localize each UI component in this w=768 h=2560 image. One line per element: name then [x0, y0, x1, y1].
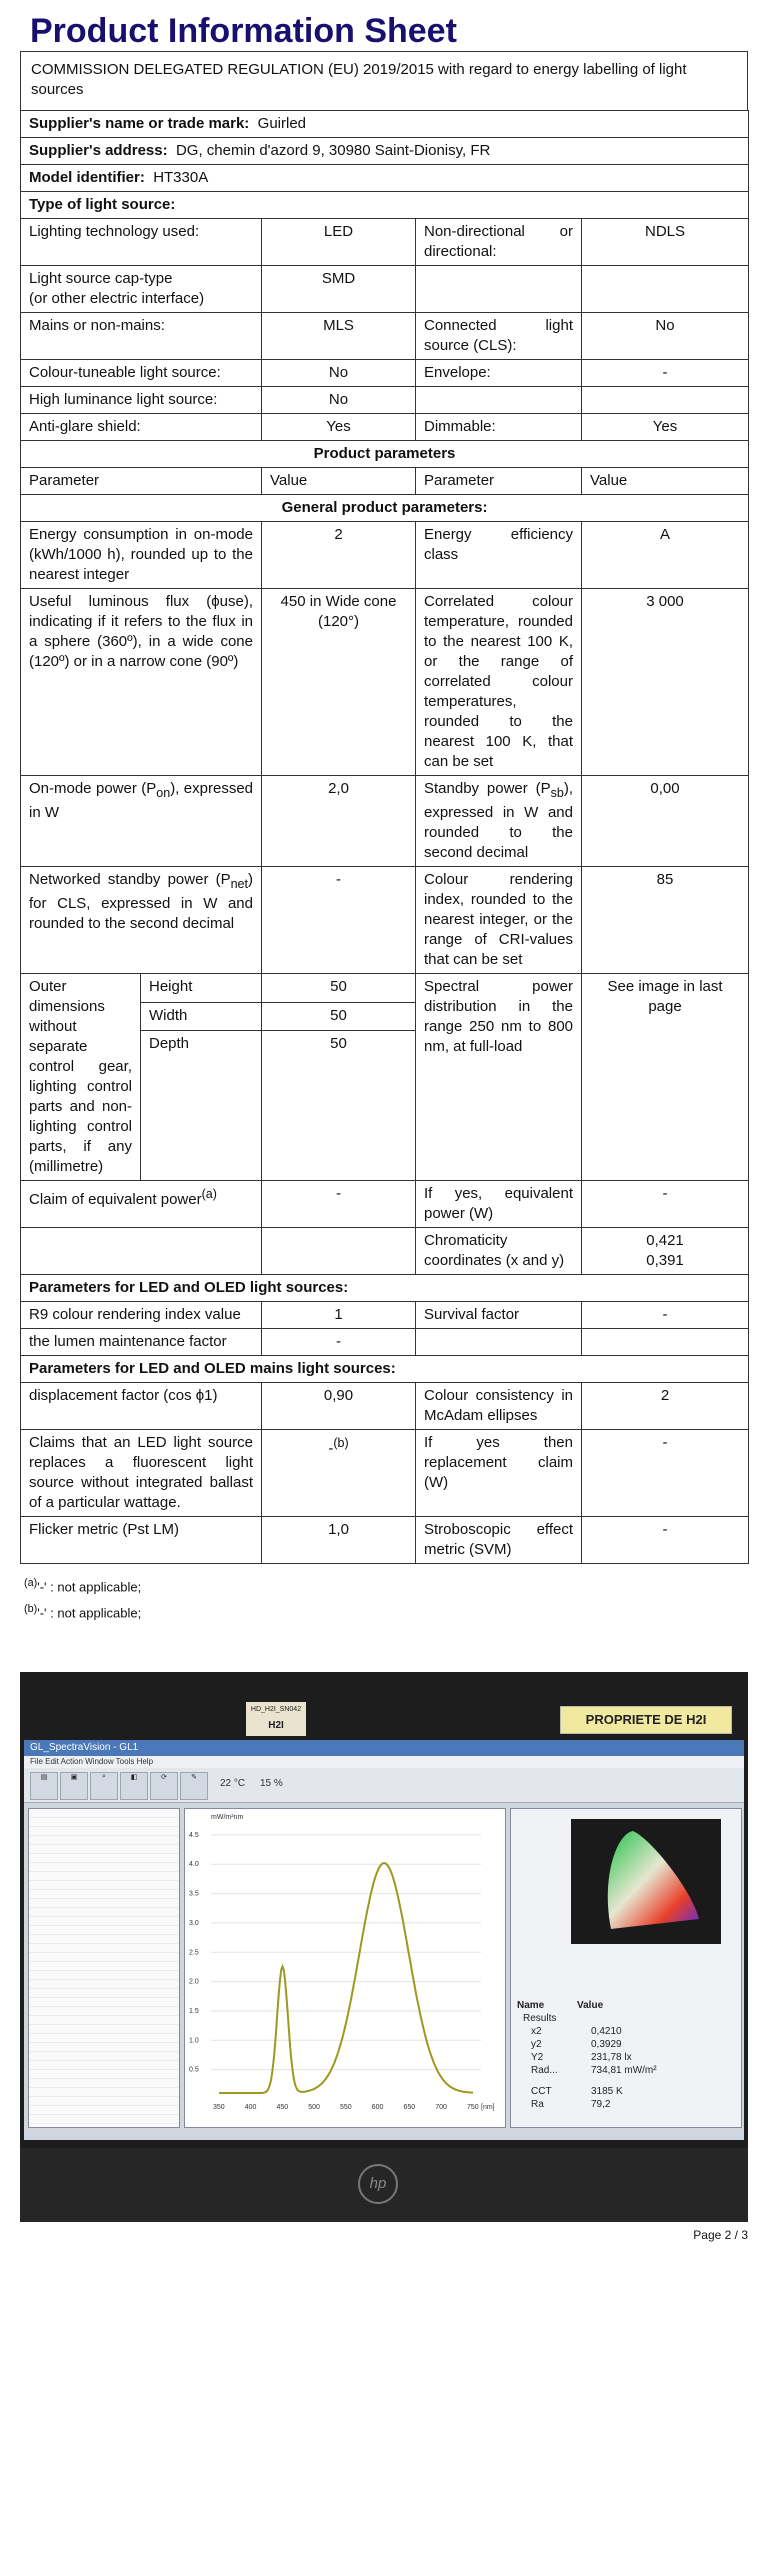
- x-tick-label: 650: [403, 2104, 416, 2111]
- energy-consumption-value: 2: [262, 522, 416, 589]
- general-parameters-row: [21, 495, 749, 522]
- column-header: Value: [262, 468, 416, 495]
- table-row: [21, 776, 749, 867]
- displacement-factor-value: 0,90: [262, 1383, 416, 1430]
- spectrum-curve: [219, 1863, 473, 2093]
- claim-footnote-ref: (a): [201, 1187, 217, 1201]
- continuous-icon: ⟳: [150, 1772, 178, 1800]
- type-label: Lighting technology used:: [21, 219, 262, 266]
- supplier-address-value: DG, chemin d'azord 9, 30980 Saint-Dionisy, FR: [175, 142, 491, 159]
- result-value: 231,78 lx: [591, 2052, 632, 2063]
- result-row: [517, 2098, 735, 2111]
- y-tick-label: 0.5: [189, 2066, 199, 2074]
- standby-power-sub: sb: [550, 786, 564, 800]
- stroboscopic-value: -: [582, 1517, 749, 1564]
- x-ticks: [213, 2104, 479, 2111]
- flicker-metric-label: Flicker metric (Pst LM): [21, 1517, 262, 1564]
- footnote-a: [24, 1572, 748, 1598]
- config-icon: ✎: [180, 1772, 208, 1800]
- table-row: [21, 387, 749, 414]
- type-label: [21, 266, 262, 313]
- result-value: 0,4210: [591, 2026, 622, 2037]
- equivalent-power-label: If yes, equivalent power (W): [416, 1181, 582, 1228]
- x-unit-label: [nm]: [481, 2104, 495, 2111]
- table-row: [21, 974, 749, 1003]
- height-value: 50: [262, 974, 416, 1003]
- cap-type-label: Light source cap-type: [29, 270, 173, 287]
- type-label: Mains or non-mains:: [21, 313, 262, 360]
- networked-standby-text: Networked standby power (P: [29, 871, 231, 888]
- table-row: [21, 360, 749, 387]
- y-tick-label: 4.5: [189, 1831, 199, 1839]
- measure-icon: ◧: [120, 1772, 148, 1800]
- networked-standby-label: [21, 867, 262, 974]
- product-parameters-heading: Product parameters: [21, 441, 749, 468]
- type-label-2: Non-directional or directional:: [416, 219, 582, 266]
- survival-factor-value: -: [582, 1302, 749, 1329]
- humidity-readout: 15 %: [260, 1778, 283, 1789]
- result-row: [517, 2085, 735, 2098]
- table-row: [21, 1302, 749, 1329]
- result-value: 0,3929: [591, 2039, 622, 2050]
- result-key: Ra: [531, 2099, 544, 2110]
- claim-equivalent-text: Claim of equivalent power: [29, 1191, 202, 1208]
- result-row: [517, 2038, 735, 2051]
- empty-cell: [582, 1329, 749, 1356]
- laptop-body: [20, 2148, 748, 2222]
- type-label-2: [416, 266, 582, 313]
- replacement-claims-text: -: [328, 1440, 334, 1457]
- lumen-maintenance-label: the lumen maintenance factor: [21, 1329, 262, 1356]
- type-value: MLS: [262, 313, 416, 360]
- y-tick-label: 4.0: [189, 1861, 199, 1869]
- type-section-row: [21, 192, 749, 219]
- table-row: [21, 266, 749, 313]
- type-value: No: [262, 360, 416, 387]
- depth-label: Depth: [141, 1031, 262, 1181]
- empty-cell: [21, 1228, 262, 1275]
- asset-tag: [246, 1702, 306, 1736]
- y-ticks: [189, 1832, 199, 2074]
- result-key: y2: [531, 2039, 542, 2050]
- x-tick-label: 400: [244, 2104, 257, 2111]
- y-tick-label: 3.0: [189, 1919, 199, 1927]
- type-value: Yes: [262, 414, 416, 441]
- equivalent-power-value: -: [582, 1181, 749, 1228]
- supplier-address-row: [21, 138, 749, 165]
- plot-grid: [211, 1835, 481, 2070]
- on-mode-power-sub: on: [156, 786, 171, 800]
- page-number: Page 2 / 3: [693, 2228, 748, 2242]
- depth-value: 50: [262, 1031, 416, 1181]
- on-mode-power-text-2: ), expressed in W: [29, 780, 254, 821]
- displacement-factor-label: displacement factor (cos ϕ1): [21, 1383, 262, 1430]
- on-mode-power-text: On-mode power (P: [29, 780, 157, 797]
- model-identifier-value: HT330A: [153, 169, 209, 186]
- energy-consumption-label: Energy consumption in on-mode (kWh/1000 h), rounded up to the nearest integer: [21, 522, 262, 589]
- type-value: SMD: [262, 266, 416, 313]
- y-tick-label: 2.0: [189, 1978, 199, 1986]
- energy-efficiency-label: Energy efficiency class: [416, 522, 582, 589]
- results-header: [517, 1999, 735, 2012]
- results-panel: [517, 1999, 735, 2111]
- supplier-address-label: Supplier's address:: [29, 142, 168, 159]
- energy-efficiency-value: A: [582, 522, 749, 589]
- general-parameters-heading: General product parameters:: [21, 495, 749, 522]
- page-title: Product Information Sheet: [30, 12, 457, 50]
- type-section-heading: Type of light source:: [21, 192, 749, 219]
- colour-consistency-label: Colour consistency in McAdam ellipses: [416, 1383, 582, 1430]
- footnotes: [20, 1564, 748, 1625]
- type-value-2: -: [582, 360, 749, 387]
- type-label-2: Envelope:: [416, 360, 582, 387]
- standby-power-label: [416, 776, 582, 867]
- cri-label: Colour rendering index, rounded to the nearest integer, or the range of CRI-values that can be set: [416, 867, 582, 974]
- model-identifier-label: Model identifier:: [29, 169, 145, 186]
- product-parameters-row: [21, 441, 749, 468]
- empty-cell: [416, 1329, 582, 1356]
- x-tick-label: 350: [213, 2104, 225, 2111]
- table-row: [21, 1430, 749, 1517]
- results-title: Results: [523, 2013, 557, 2024]
- networked-standby-text-2: ) for CLS, expressed in W and rounded to the second decimal: [29, 871, 253, 932]
- y-tick-label: 3.5: [189, 1890, 199, 1898]
- luminous-flux-label: Useful luminous flux (ϕuse), indicating if it refers to the flux in a sphere (360º), in a wide cone (120º) or in a narrow cone (90º): [21, 589, 262, 776]
- hp-logo: hp: [358, 2164, 398, 2204]
- zoom-icon: ⌕: [90, 1772, 118, 1800]
- model-identifier-row: [21, 165, 749, 192]
- result-row: [517, 2025, 735, 2038]
- asset-tag-text: HD_H2I_SN042: [250, 1706, 302, 1713]
- height-label: Height: [141, 974, 262, 1003]
- results-rows: [517, 2025, 735, 2111]
- cap-type-sublabel: (or other electric interface): [29, 290, 205, 307]
- type-value-2: Yes: [582, 414, 749, 441]
- on-mode-power-label: [21, 776, 262, 867]
- on-mode-power-value: 2,0: [262, 776, 416, 867]
- table-row: [21, 219, 749, 266]
- mains-parameters-row: [21, 1356, 749, 1383]
- standby-power-text: Standby power (P: [424, 780, 551, 797]
- spectrum-photo: [20, 1672, 748, 2222]
- x-tick-label: 450: [276, 2104, 289, 2111]
- result-key: CCT: [531, 2086, 552, 2097]
- result-key: Y2: [531, 2052, 544, 2063]
- type-label-2: [416, 387, 582, 414]
- chromaticity-value: [582, 1228, 749, 1275]
- networked-standby-sub: net: [230, 877, 248, 891]
- type-value: No: [262, 387, 416, 414]
- supplier-name-value: Guirled: [257, 115, 307, 132]
- type-label: Colour-tuneable light source:: [21, 360, 262, 387]
- stroboscopic-label: Stroboscopic effect metric (SVM): [416, 1517, 582, 1564]
- led-parameters-row: [21, 1275, 749, 1302]
- result-value: 3185 K: [591, 2086, 623, 2097]
- luminous-flux-value: 450 in Wide cone (120°): [262, 589, 416, 776]
- type-value-2: [582, 266, 749, 313]
- temperature-readout: 22 °C: [220, 1778, 246, 1789]
- cct-label: Correlated colour temperature, rounded to the nearest 100 K, or the range of correlated colour temperatures, rounded to the nearest 100 K, that can be set: [416, 589, 582, 776]
- table-row: [21, 1329, 749, 1356]
- supplier-name-row: [21, 111, 749, 138]
- y-tick-label: 2.5: [189, 1949, 199, 1957]
- y-tick-label: 1.0: [189, 2037, 199, 2045]
- lumen-maintenance-value: -: [262, 1329, 416, 1356]
- cct-value: 3 000: [582, 589, 749, 776]
- type-value-2: [582, 387, 749, 414]
- networked-standby-value: -: [262, 867, 416, 974]
- colour-consistency-value: 2: [582, 1383, 749, 1430]
- footnote-b: [24, 1598, 748, 1624]
- type-value-2: NDLS: [582, 219, 749, 266]
- footnote-text: '-' : not applicable;: [37, 1579, 142, 1595]
- spectrum-svg: [185, 1809, 505, 2127]
- x-tick-label: 750: [467, 2104, 479, 2111]
- width-value: 50: [262, 1002, 416, 1031]
- table-row: [21, 589, 749, 776]
- claim-equivalent-value: -: [262, 1181, 416, 1228]
- product-information-table: [20, 110, 749, 1564]
- spectrum-plot: [184, 1808, 506, 2128]
- chromaticity-y: 0,391: [646, 1252, 684, 1269]
- type-label: Anti-glare shield:: [21, 414, 262, 441]
- replacement-claim-w-label: If yes then replacement claim (W): [416, 1430, 582, 1517]
- y-tick-label: 1.5: [189, 2007, 199, 2015]
- supplier-name-label: Supplier's name or trade mark:: [29, 115, 250, 132]
- save-icon: ▣: [60, 1772, 88, 1800]
- column-header: Parameter: [416, 468, 582, 495]
- table-row: [21, 867, 749, 974]
- type-value: LED: [262, 219, 416, 266]
- regulation-text: COMMISSION DELEGATED REGULATION (EU) 2019/2015 with regard to energy labelling of light sources: [31, 61, 687, 98]
- result-value: 79,2: [591, 2099, 611, 2110]
- replacement-claims-value: [262, 1430, 416, 1517]
- x-tick-label: 600: [371, 2104, 384, 2111]
- tree-rows: [29, 1809, 179, 2127]
- result-row: [517, 2064, 735, 2077]
- cie-svg: [571, 1819, 721, 1944]
- replacement-footnote-ref: (b): [333, 1436, 349, 1450]
- menu-bar: File Edit Action Window Tools Help: [24, 1756, 744, 1768]
- result-key: x2: [531, 2026, 542, 2037]
- result-value: 734,81 mW/m²: [591, 2065, 657, 2076]
- open-icon: ▤: [30, 1772, 58, 1800]
- width-label: Width: [141, 1002, 262, 1031]
- mains-parameters-heading: Parameters for LED and OLED mains light sources:: [21, 1356, 749, 1383]
- cie-gamut-shape: [608, 1831, 699, 1929]
- cri-value: 85: [582, 867, 749, 974]
- regulation-box: [20, 51, 748, 110]
- cie-diagram: [571, 1819, 721, 1944]
- column-header-row: [21, 468, 749, 495]
- table-row: [21, 414, 749, 441]
- standby-power-text-2: ), expressed in W and rounded to the second decimal: [424, 780, 573, 861]
- standby-power-value: 0,00: [582, 776, 749, 867]
- result-row: [517, 2051, 735, 2064]
- type-label-2: Connected light source (CLS):: [416, 313, 582, 360]
- replacement-claim-w-value: -: [582, 1430, 749, 1517]
- table-row: [21, 1383, 749, 1430]
- type-label: High luminance light source:: [21, 387, 262, 414]
- r9-label: R9 colour rendering index value: [21, 1302, 262, 1329]
- table-row: [21, 522, 749, 589]
- spectral-distribution-label: Spectral power distribution in the range 250 nm to 800 nm, at full-load: [416, 974, 582, 1181]
- laptop-screen: [24, 1740, 744, 2140]
- table-row: [21, 1517, 749, 1564]
- footnote-text: '-' : not applicable;: [37, 1605, 142, 1621]
- toolbar: [24, 1768, 744, 1803]
- r9-value: 1: [262, 1302, 416, 1329]
- x-tick-label: 500: [308, 2104, 320, 2111]
- type-label-2: Dimmable:: [416, 414, 582, 441]
- footnote-mark: (a): [24, 1577, 38, 1589]
- chromaticity-label: Chromaticity coordinates (x and y): [416, 1228, 582, 1275]
- table-row: [21, 313, 749, 360]
- y-unit-label: mW/m²nm: [211, 1814, 244, 1821]
- column-header: Parameter: [21, 468, 262, 495]
- document-page: [20, 0, 748, 1625]
- footnote-mark: (b): [24, 1603, 38, 1616]
- result-key: Rad...: [531, 2065, 558, 2076]
- flicker-metric-value: 1,0: [262, 1517, 416, 1564]
- x-tick-label: 700: [435, 2104, 447, 2111]
- chromaticity-x: 0,421: [646, 1232, 684, 1249]
- survival-factor-label: Survival factor: [416, 1302, 582, 1329]
- type-value-2: No: [582, 313, 749, 360]
- x-tick-label: 550: [340, 2104, 352, 2111]
- table-row: [21, 1181, 749, 1228]
- table-row: [21, 1228, 749, 1275]
- results-header-name: Name: [517, 2000, 545, 2011]
- outer-dimensions-label: Outer dimensions without separate control gear, lighting control parts and non-lighting control parts, if any (millimetre): [21, 974, 141, 1181]
- spectral-distribution-value: See image in last page: [582, 974, 749, 1181]
- chromaticity-pane: [510, 1808, 742, 2128]
- ownership-sticker: PROPRIETE DE H2I: [560, 1706, 732, 1734]
- window-title: GL_SpectraVision - GL1: [24, 1740, 744, 1756]
- led-parameters-heading: Parameters for LED and OLED light sources:: [21, 1275, 749, 1302]
- replacement-claims-label: Claims that an LED light source replaces a fluorescent light source without integrated ballast of a particular wattage.: [21, 1430, 262, 1517]
- asset-tag-brand: H2I: [268, 1720, 284, 1731]
- results-header-value: Value: [577, 2000, 604, 2011]
- empty-cell: [262, 1228, 416, 1275]
- claim-equivalent-label: [21, 1181, 262, 1228]
- results-tree: [28, 1808, 180, 2128]
- column-header: Value: [582, 468, 749, 495]
